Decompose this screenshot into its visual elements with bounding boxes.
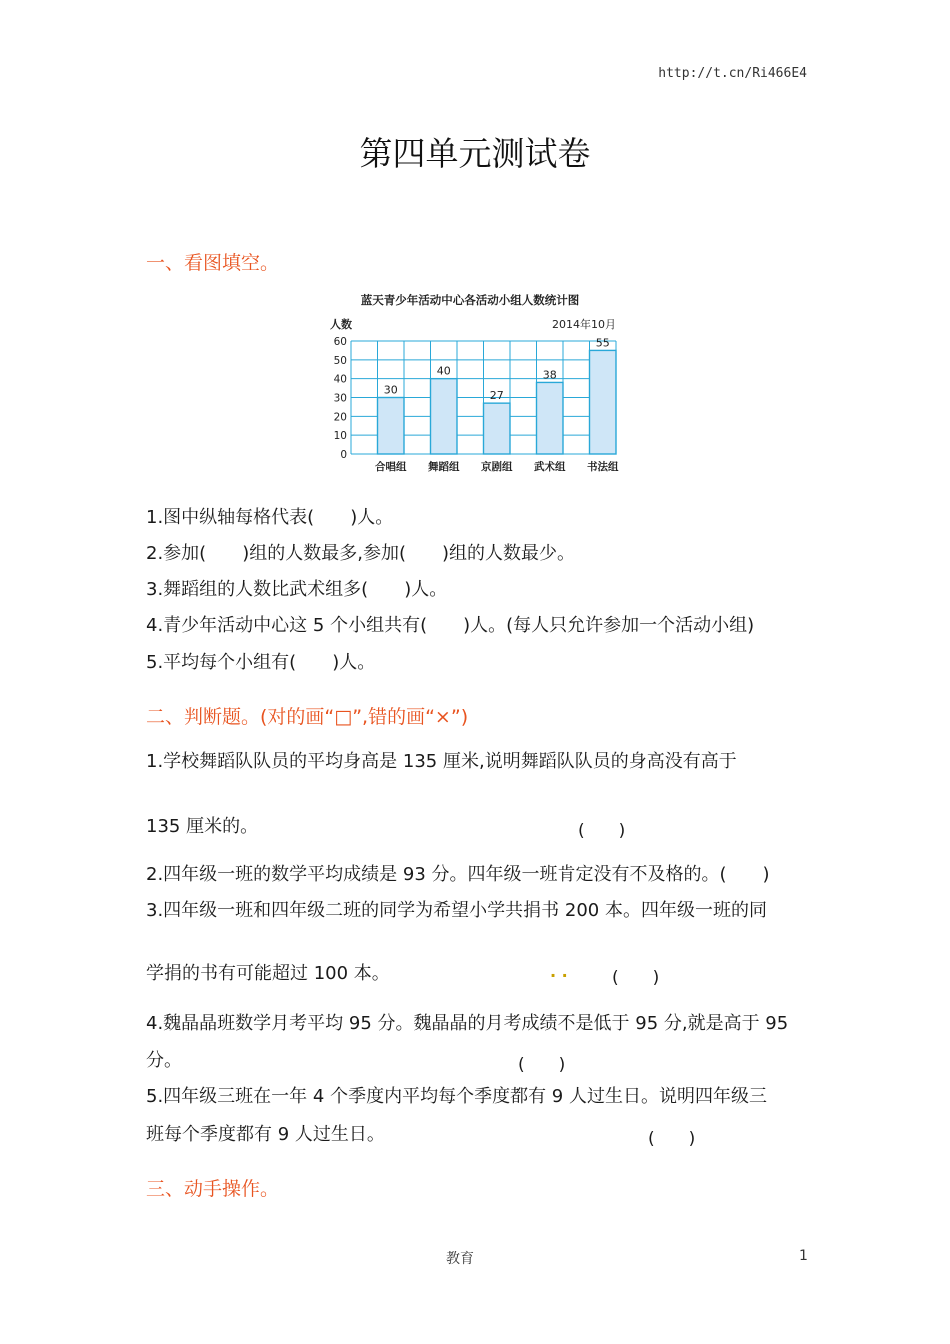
s2-question-2: 2.四年级一班的数学平均成绩是 93 分。四年级一班肯定没有不及格的。( ) (146, 864, 770, 885)
y-tick-label: 30 (333, 392, 347, 405)
s2-question-4-line-2: 分。 (146, 1050, 182, 1071)
bar (484, 403, 511, 454)
s2-question-3-line-2: 学捐的书有可能超过 100 本。 (146, 963, 390, 984)
s2-question-4-line-1: 4.魏晶晶班数学月考平均 95 分。魏晶晶的月考成绩不是低于 95 分,就是高于 95 (146, 1013, 789, 1034)
page-number: 1 (799, 1248, 808, 1264)
y-tick-label: 50 (333, 354, 347, 367)
s2-answer-blank-1[interactable]: ( ) (578, 821, 626, 841)
y-tick-label: 10 (333, 430, 347, 443)
section-1-heading: 一、看图填空。 (146, 252, 280, 274)
y-tick-label: 20 (333, 411, 347, 424)
page-title: 第四单元测试卷 (359, 134, 591, 173)
chart-labels (334, 336, 619, 473)
s2-question-5-line-2: 班每个季度都有 9 人过生日。 (146, 1124, 385, 1145)
s2-answer-blank-4[interactable]: ( ) (518, 1055, 566, 1075)
s2-question-3-line-1: 3.四年级一班和四年级二班的同学为希望小学共捐书 200 本。四年级一班的同 (146, 900, 767, 921)
x-tick-label: 书法组 (587, 461, 619, 473)
s1-question-1: 1.图中纵轴每格代表( )人。 (146, 507, 394, 528)
s2-question-1-line-1: 1.学校舞蹈队队员的平均身高是 135 厘米,说明舞蹈队队员的身高没有高于 (146, 751, 737, 772)
bar-chart (320, 288, 630, 478)
y-tick-label: 60 (333, 336, 347, 348)
emphasis-dots: . . (550, 962, 568, 981)
bar-value-label: 27 (489, 389, 504, 403)
x-tick-label: 京剧组 (481, 461, 513, 473)
x-tick-label: 舞蹈组 (428, 461, 460, 473)
x-tick-label: 合唱组 (375, 461, 407, 473)
source-url: http://t.cn/Ri466E4 (658, 66, 807, 81)
bar (378, 398, 405, 455)
s1-question-5: 5.平均每个小组有( )人。 (146, 652, 376, 673)
chart-bars (378, 350, 617, 454)
bar-value-label: 38 (542, 368, 557, 382)
s2-question-5-line-1: 5.四年级三班在一年 4 个季度内平均每个季度都有 9 人过生日。说明四年级三 (146, 1086, 767, 1107)
y-tick-label: 40 (333, 373, 347, 386)
bar-value-label: 40 (436, 364, 451, 378)
bar-value-label: 30 (383, 383, 398, 397)
chart-title: 蓝天青少年活动中心各活动小组人数统计图 (360, 293, 580, 307)
chart-date: 2014年10月 (552, 318, 616, 331)
bar (431, 379, 458, 454)
s1-question-3: 3.舞蹈组的人数比武术组多( )人。 (146, 579, 448, 600)
s2-answer-blank-5[interactable]: ( ) (648, 1129, 696, 1149)
bar-value-label: 55 (595, 336, 610, 350)
s2-question-1-line-2: 135 厘米的。 (146, 816, 259, 837)
footer-label: 教育 (446, 1251, 474, 1267)
x-tick-label: 武术组 (534, 461, 566, 473)
y-tick-label: 0 (340, 449, 347, 461)
s1-question-2: 2.参加( )组的人数最多,参加( )组的人数最少。 (146, 543, 575, 564)
s1-question-4: 4.青少年活动中心这 5 个小组共有( )人。(每人只允许参加一个活动小组) (146, 615, 755, 636)
chart-ylabel: 人数 (330, 318, 352, 331)
bar (537, 382, 564, 454)
section-3-heading: 三、动手操作。 (146, 1178, 280, 1200)
bar (590, 350, 617, 454)
section-2-heading: 二、判断题。(对的画“□”,错的画“×”) (146, 706, 469, 728)
s2-answer-blank-3[interactable]: ( ) (612, 968, 660, 988)
